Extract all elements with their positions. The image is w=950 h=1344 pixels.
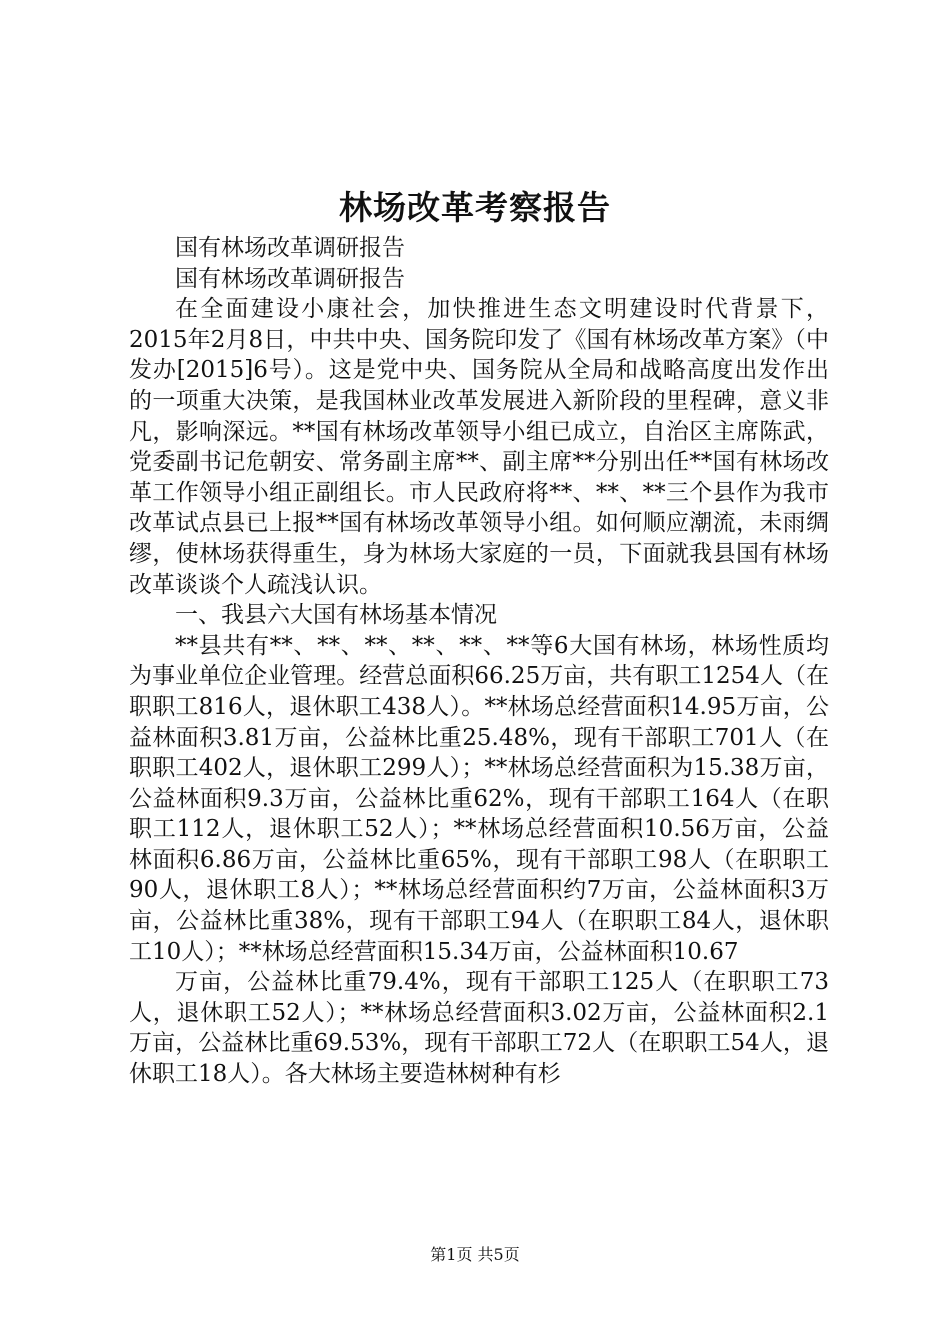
page-footer: 第1页 共5页 — [430, 1245, 520, 1264]
subtitle-line: 国有林场改革调研报告 — [175, 235, 405, 261]
body-paragraph: 万亩，公益林比重79.4%，现有干部职工125人（在职职工73人，退休职工52人）；**林场总经营面积3.02万亩，公益林面积2.1万亩，公益林比重69.53%，现有干部职工72人（在职职工54人，退休职工18人）。各大林场主要造林树种有杉 — [129, 969, 829, 1088]
section-heading: 一、我县六大国有林场基本情况 — [175, 602, 497, 629]
document-title: 林场改革考察报告 — [339, 188, 611, 227]
body-paragraph: **县共有**、**、**、**、**、**等6大国有林场，林场性质均为事业单位企业管理。经营总面积66.25万亩，共有职工1254人（在职职工816人，退休职工438人）。**林场总经营面积14.95万亩，公益林面积3.81万亩，公益林比重25.48%，现有干部职工701人（在职职工402人，退休职工299人）；**林场总经营面积为15.38万亩，公益林面积9.3万亩，公益林比重62%，现有干部职工164人（在职职工112人，退休职工52人）；**林场总经营面积10.56万亩，公益林面积6.86万亩，公益林比重65%，现有干部职工98人（在职职工90人，退休职工8人）；**林场总经营面积约7万亩，公益林面积3万亩，公益林比重38%，现有干部职工94人（在职职工84人，退休职工10人）；**林场总经营面积15.34万亩，公益林面积10.67 — [129, 632, 829, 965]
body-paragraph: 在全面建设小康社会，加快推进生态文明建设时代背景下，2015年2月8日，中共中央、国务院印发了《国有林场改革方案》（中发办[2015]6号）。这是党中央、国务院从全局和战略高度出发作出的一项重大决策，是我国林业改革发展进入新阶段的里程碑，意义非凡，影响深远。**国有林场改革领导小组已成立，自治区主席陈武，党委副书记危朝安、常务副主席**、副主席**分别出任**国有林场改革工作领导小组正副组长。市人民政府将**、**、**三个县作为我市改革试点县已上报**国有林场改革领导小组。如何顺应潮流，未雨绸缪，使林场获得重生，身为林场大家庭的一员，下面就我县国有林场改革谈谈个人疏浅认识。 — [129, 296, 829, 598]
subtitle-line: 国有林场改革调研报告 — [175, 265, 405, 292]
document-body — [129, 233, 829, 1090]
